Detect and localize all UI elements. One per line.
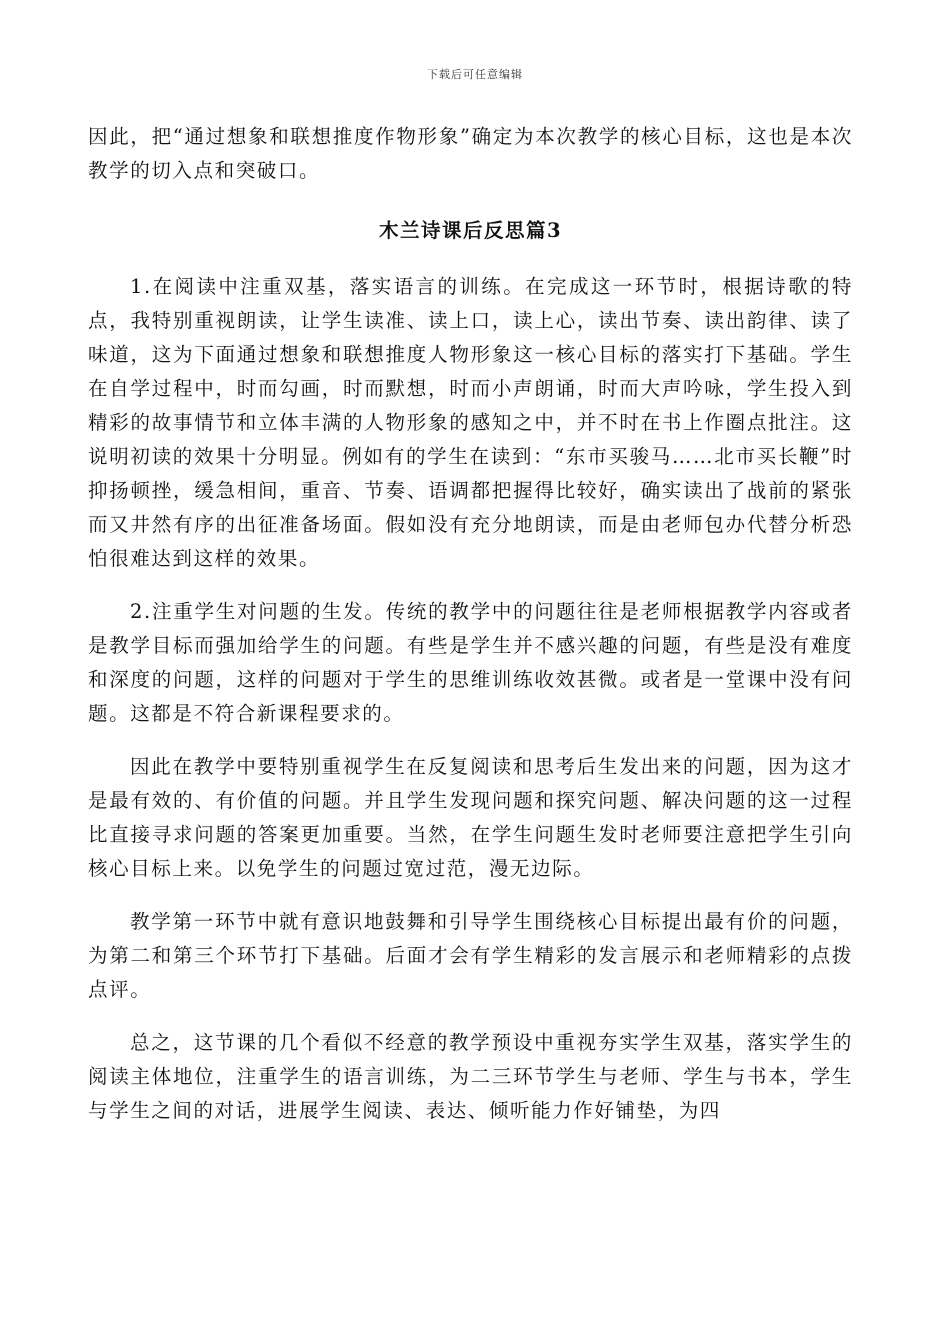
section-title: 木兰诗课后反思篇3 bbox=[378, 219, 563, 242]
intro-paragraph: 因此，把“通过想象和联想推度作物形象”确定为本次教学的核心目标，这也是本次教学的切入点和突破口。 bbox=[88, 125, 853, 182]
document-body bbox=[88, 120, 853, 1147]
paragraph-valuable-questions: 因此在教学中要特别重视学生在反复阅读和思考后生发出来的问题，因为这才是最有效的、有价值的问题。并且学生发现问题和探究问题、解决问题的这一过程比直接寻求问题的答案更加重要。当然，在学生问题生发时老师要注意把学生引向核心目标上来。以免学生的问题过宽过范，漫无边际。 bbox=[88, 755, 853, 880]
paragraph-summary: 总之，这节课的几个看似不经意的教学预设中重视夯实学生双基，落实学生的阅读主体地位，注重学生的语言训练，为二三环节学生与老师、学生与书本，学生与学生之间的对话，进展学生阅读、表达、倾听能力作好铺垫，为四 bbox=[88, 1031, 853, 1122]
paragraph-reading-basics: 1.在阅读中注重双基，落实语言的训练。在完成这一环节时，根据诗歌的特点，我特别重视朗读，让学生读准、读上口，读上心，读出节奏、读出韵律、读了味道，这为下面通过想象和联想推度人物形象这一核心目标的落实打下基础。学生在自学过程中，时而勾画，时而默想，时而小声朗诵，时而大声吟咏，学生投入到精彩的故事情节和立体丰满的人物形象的感知之中，并不时在书上作圈点批注。这说明初读的效果十分明显。例如有的学生在读到：“东市买骏马……北市买长鞭”时抑扬顿挫，缓急相间，重音、节奏、语调都把握得比较好，确实读出了战前的紧张而又井然有序的出征准备场面。假如没有充分地朗读，而是由老师包办代替分析恐怕很难达到这样的效果。 bbox=[88, 275, 853, 570]
running-header: 下载后可任意编辑 bbox=[427, 68, 523, 81]
paragraph-first-stage: 教学第一环节中就有意识地鼓舞和引导学生围绕核心目标提出最有价的问题，为第二和第三个环节打下基础。后面才会有学生精彩的发言展示和老师精彩的点拨点评。 bbox=[88, 910, 853, 1001]
paragraph-question-generation: 2.注重学生对问题的生发。传统的教学中的问题往往是老师根据教学内容或者是教学目标而强加给学生的问题。有些是学生并不感兴趣的问题，有些是没有难度和深度的问题，这样的问题对于学生的思维训练收效甚微。或者是一堂课中没有问题。这都是不符合新课程要求的。 bbox=[88, 600, 853, 725]
